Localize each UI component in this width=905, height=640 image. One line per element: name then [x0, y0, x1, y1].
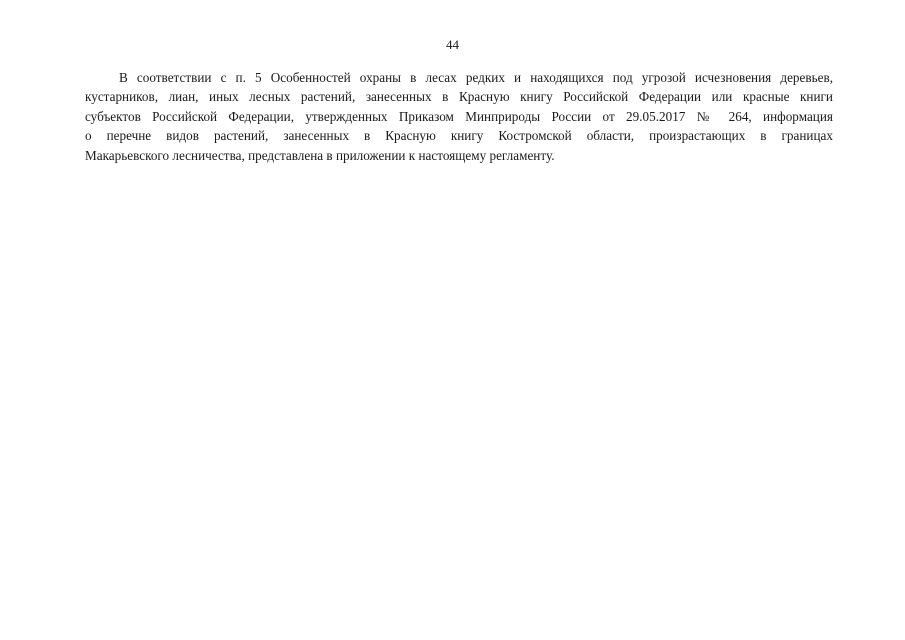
body-paragraph	[85, 68, 833, 165]
paragraph-line: о перечне видов растений, занесенных в Красную книгу Костромской области, произрастающих в границах	[85, 128, 833, 144]
paragraph-line: Макарьевского лесничества, представлена в приложении к настоящему регламенту.	[85, 147, 555, 163]
paragraph-line: В соответствии с п. 5 Особенностей охраны в лесах редких и находящихся под угрозой исчезновения деревьев,	[119, 70, 833, 85]
paragraph-line: кустарников, лиан, иных лесных растений, занесенных в Красную книгу Российской Федерации или красные книги	[85, 89, 833, 105]
page-number: 44	[446, 37, 459, 52]
paragraph-line: субъектов Российской Федерации, утвержденных Приказом Минприроды России от 29.05.2017 № 264, информация	[85, 108, 833, 124]
